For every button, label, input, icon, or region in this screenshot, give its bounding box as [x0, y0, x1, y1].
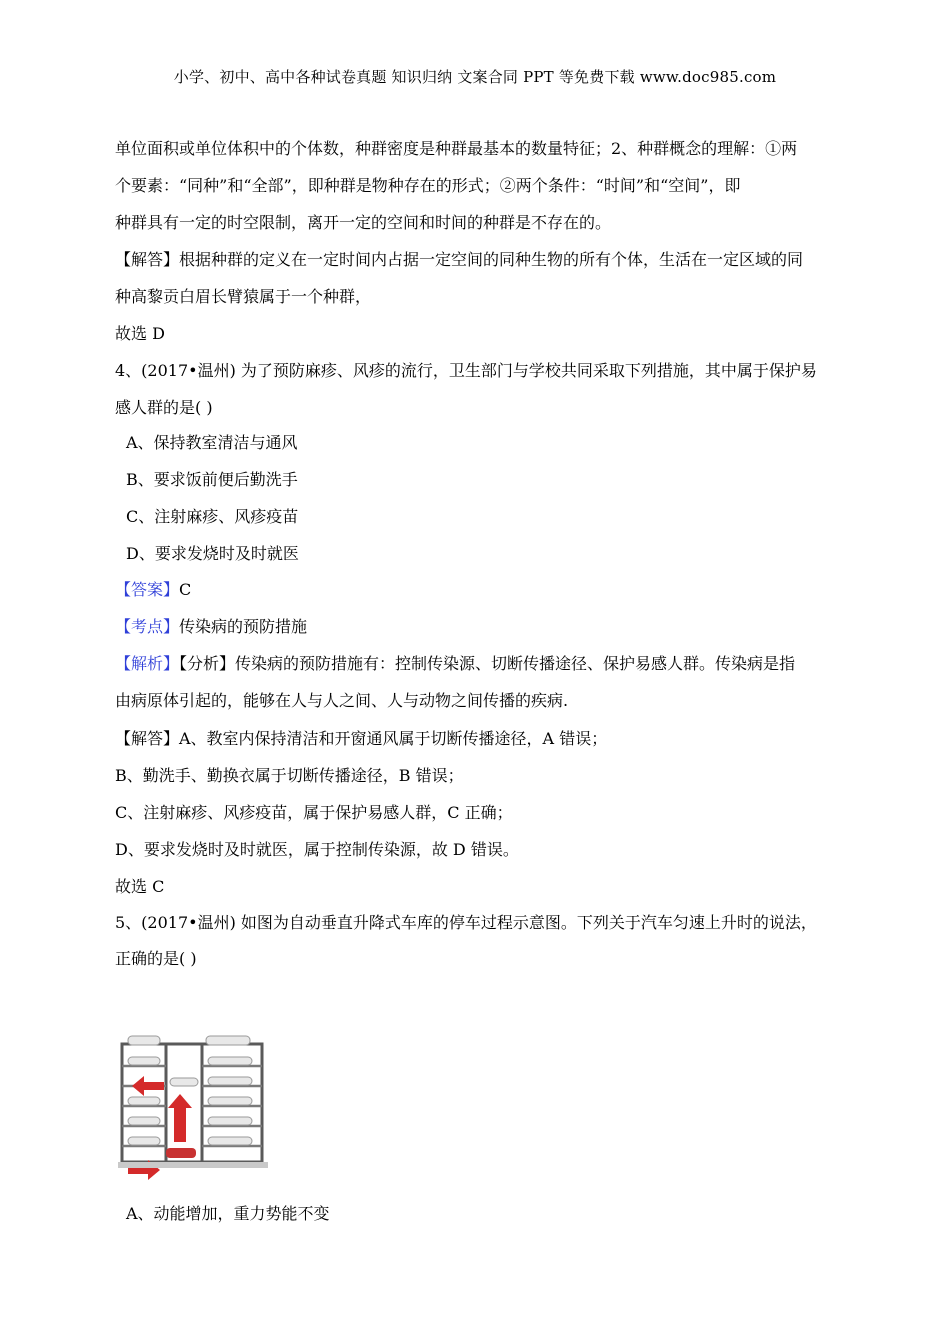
q4-stem-line-1: 4、(2017•温州) 为了预防麻疹、风疹的流行，卫生部门与学校共同采取下列措施，其中属于保护易	[115, 361, 817, 380]
page-header: 小学、初中、高中各种试卷真题 知识归纳 文案合同 PPT 等免费下载 www.doc985.com	[173, 68, 777, 86]
q4-stem-line-2: 感人群的是( )	[115, 398, 213, 417]
q4-solution-line-3: C、注射麻疹、风疹疫苗，属于保护易感人群，C 正确；	[115, 803, 513, 822]
q5-option-a: A、动能增加，重力势能不变	[126, 1204, 330, 1223]
q4-kaodian	[115, 614, 307, 637]
q4-option-a: A、保持教室清洁与通风	[126, 433, 298, 452]
q3-analysis-line-2: 个要素：“同种”和“全部”，即种群是物种存在的形式；②两个条件：“时间”和“空间”，即	[115, 176, 741, 195]
q3-solution-line-1: 【解答】根据种群的定义在一定时间内占据一定空间的同种生物的所有个体，生活在一定区域的同	[115, 250, 804, 269]
kaodian-value: 传染病的预防措施	[179, 617, 308, 636]
q3-analysis-line-3: 种群具有一定的时空限制，离开一定的空间和时间的种群是不存在的。	[115, 213, 612, 232]
kaodian-label: 【考点】	[115, 617, 180, 636]
answer-label: 【答案】	[115, 580, 180, 599]
q4-option-b: B、要求饭前便后勤洗手	[126, 470, 298, 489]
q4-jiexi-line-2: 由病原体引起的，能够在人与人之间、人与动物之间传播的疾病.	[115, 691, 569, 710]
q5-stem-line-2: 正确的是( )	[115, 949, 197, 968]
q4-solution-line-1: 【解答】A、教室内保持清洁和开窗通风属于切断传播途径，A 错误；	[115, 729, 608, 748]
jiexi-label: 【解析】	[115, 654, 180, 673]
q4-solution-line-4: D、要求发烧时及时就医，属于控制传染源，故 D 错误。	[115, 840, 519, 859]
q3-choice: 故选 D	[115, 324, 165, 343]
jiexi-text: 【分析】传染病的预防措施有：控制传染源、切断传播途径、保护易感人群。传染病是指	[179, 654, 796, 673]
q4-solution-line-2: B、勤洗手、勤换衣属于切断传播途径，B 错误；	[115, 766, 464, 785]
q4-answer	[115, 577, 191, 600]
q4-option-c: C、注射麻疹、风疹疫苗	[126, 507, 299, 526]
q3-analysis-line-1: 单位面积或单位体积中的个体数，种群密度是种群最基本的数量特征；2、种群概念的理解：①两	[115, 139, 798, 158]
q5-stem-line-1: 5、(2017•温州) 如图为自动垂直升降式车库的停车过程示意图。下列关于汽车匀速上升时的说法，	[115, 913, 817, 932]
q4-choice: 故选 C	[115, 877, 165, 896]
answer-value: C	[179, 580, 192, 599]
parking-garage-figure	[114, 1030, 274, 1180]
q4-jiexi-line-1	[115, 651, 795, 674]
q3-solution-line-2: 种高黎贡白眉长臂猿属于一个种群，	[115, 287, 372, 306]
q4-option-d: D、要求发烧时及时就医	[126, 544, 299, 563]
